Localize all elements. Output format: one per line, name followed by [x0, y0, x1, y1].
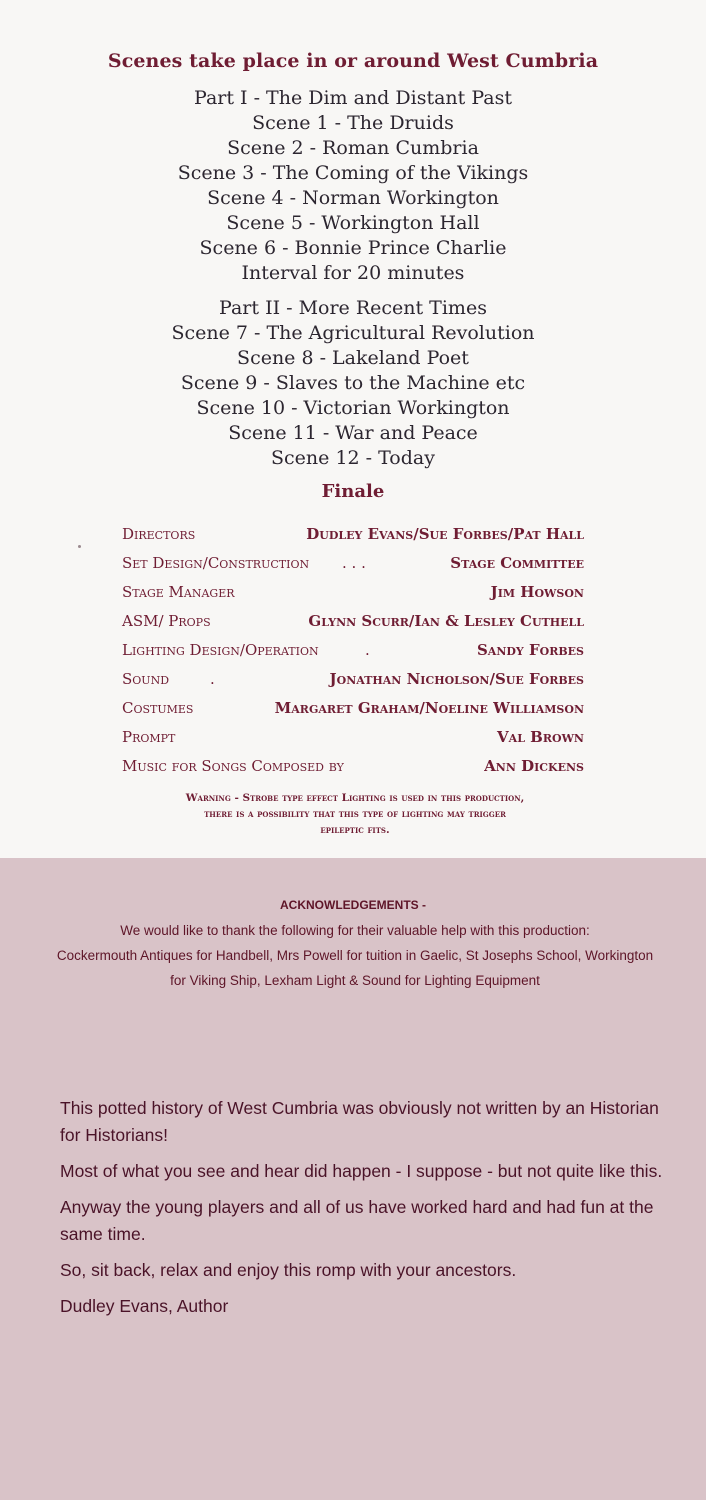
credit-role: Lighting Design/Operation [122, 641, 319, 659]
credit-row-stage-manager [122, 583, 584, 612]
credit-dots: . . . [342, 554, 366, 572]
part-one-title: Part I - The Dim and Distant Past [194, 87, 512, 109]
scene-item: Scene 4 - Norman Workington [207, 187, 499, 209]
scene-item: Scene 10 - Victorian Workington [196, 397, 510, 419]
warning-line: Warning - Strobe type effect Lighting is used in this production, [185, 792, 525, 804]
credit-role: ASM/ Props [122, 612, 211, 630]
finale-heading: Finale [321, 481, 385, 502]
credit-role: Stage Manager [122, 583, 235, 601]
scene-item: Scene 6 - Bonnie Prince Charlie [199, 237, 507, 259]
credit-row-costumes [122, 699, 584, 728]
credit-row-prompt [122, 728, 584, 757]
acknowledgements-text [52, 918, 658, 993]
credit-row-directors [122, 525, 584, 554]
paper-speck [78, 545, 81, 548]
scene-item: Scene 1 - The Druids [252, 112, 454, 134]
author-note-paragraph: Most of what you see and hear did happen - I suppose - but not quite like this. [60, 1161, 663, 1181]
author-note [60, 1095, 680, 1329]
credit-name: Glynn Scurr/Ian & Lesley Cuthell [308, 612, 584, 630]
author-signature: Dudley Evans, Author [60, 1296, 229, 1316]
scene-item: Scene 12 - Today [271, 447, 435, 469]
scene-item: Scene 8 - Lakeland Poet [237, 347, 469, 369]
credit-role: Costumes [122, 699, 194, 717]
credit-role: Directors [122, 525, 196, 543]
scene-item: Scene 2 - Roman Cumbria [227, 137, 479, 159]
scene-item: Scene 11 - War and Peace [228, 422, 478, 444]
credits-list [122, 525, 584, 786]
credit-name: Sandy Forbes [476, 641, 584, 659]
credit-name: Val Brown [497, 728, 584, 746]
credit-row-set-design [122, 554, 584, 583]
acknowledgements-intro: We would like to thank the following for their valuable help with this production: [120, 923, 590, 938]
scenes-header: Scenes take place in or around West Cumbria [107, 50, 599, 72]
credit-name: Ann Dickens [484, 757, 584, 775]
credit-dots: . [365, 641, 370, 659]
author-note-paragraph: So, sit back, relax and enjoy this romp with your ancestors. [60, 1260, 517, 1280]
scene-item: Scene 7 - The Agricultural Revolution [171, 322, 535, 344]
credit-row-lighting [122, 641, 584, 670]
credit-role: Music for Songs Composed by [122, 757, 344, 775]
credit-name: Stage Committee [450, 554, 584, 572]
warning-line: there is a possibility that this type of lighting may trigger [204, 808, 506, 820]
credit-role: Sound [122, 670, 170, 688]
scene-item: Scene 3 - The Coming of the Vikings [177, 162, 529, 184]
credit-row-asm-props [122, 612, 584, 641]
credit-name: Jonathan Nicholson/Sue Forbes [329, 670, 584, 688]
credit-name: Dudley Evans/Sue Forbes/Pat Hall [306, 525, 584, 543]
warning-line: epileptic fits. [320, 824, 390, 836]
acknowledgements-list: Cockermouth Antiques for Handbell, Mrs Powell for tuition in Gaelic, St Josephs School, Workington for Viking Ship, Lexham Light & Sound for Lighting Equipment [56, 948, 654, 988]
credit-row-music [122, 757, 584, 786]
interval-note: Interval for 20 minutes [241, 262, 465, 284]
part-one-list [0, 86, 706, 286]
credit-dots: . [210, 670, 215, 688]
author-note-paragraph: Anyway the young players and all of us have worked hard and had fun at the same time. [60, 1197, 654, 1244]
scene-item: Scene 5 - Workington Hall [226, 212, 480, 234]
credit-row-sound [122, 670, 584, 699]
acknowledgements-title: ACKNOWLEDGEMENTS - [280, 898, 426, 912]
credit-name: Margaret Graham/Noeline Williamson [274, 699, 584, 717]
strobe-warning [90, 790, 620, 838]
scene-item: Scene 9 - Slaves to the Machine etc [180, 372, 526, 394]
part-two-list [0, 296, 706, 471]
credit-role: Prompt [122, 728, 176, 746]
credit-role: Set Design/Construction [122, 554, 310, 572]
part-two-title: Part II - More Recent Times [219, 297, 487, 319]
author-note-paragraph: This potted history of West Cumbria was obviously not written by an Historian for Historians! [60, 1098, 659, 1145]
credit-name: Jim Howson [490, 583, 584, 601]
